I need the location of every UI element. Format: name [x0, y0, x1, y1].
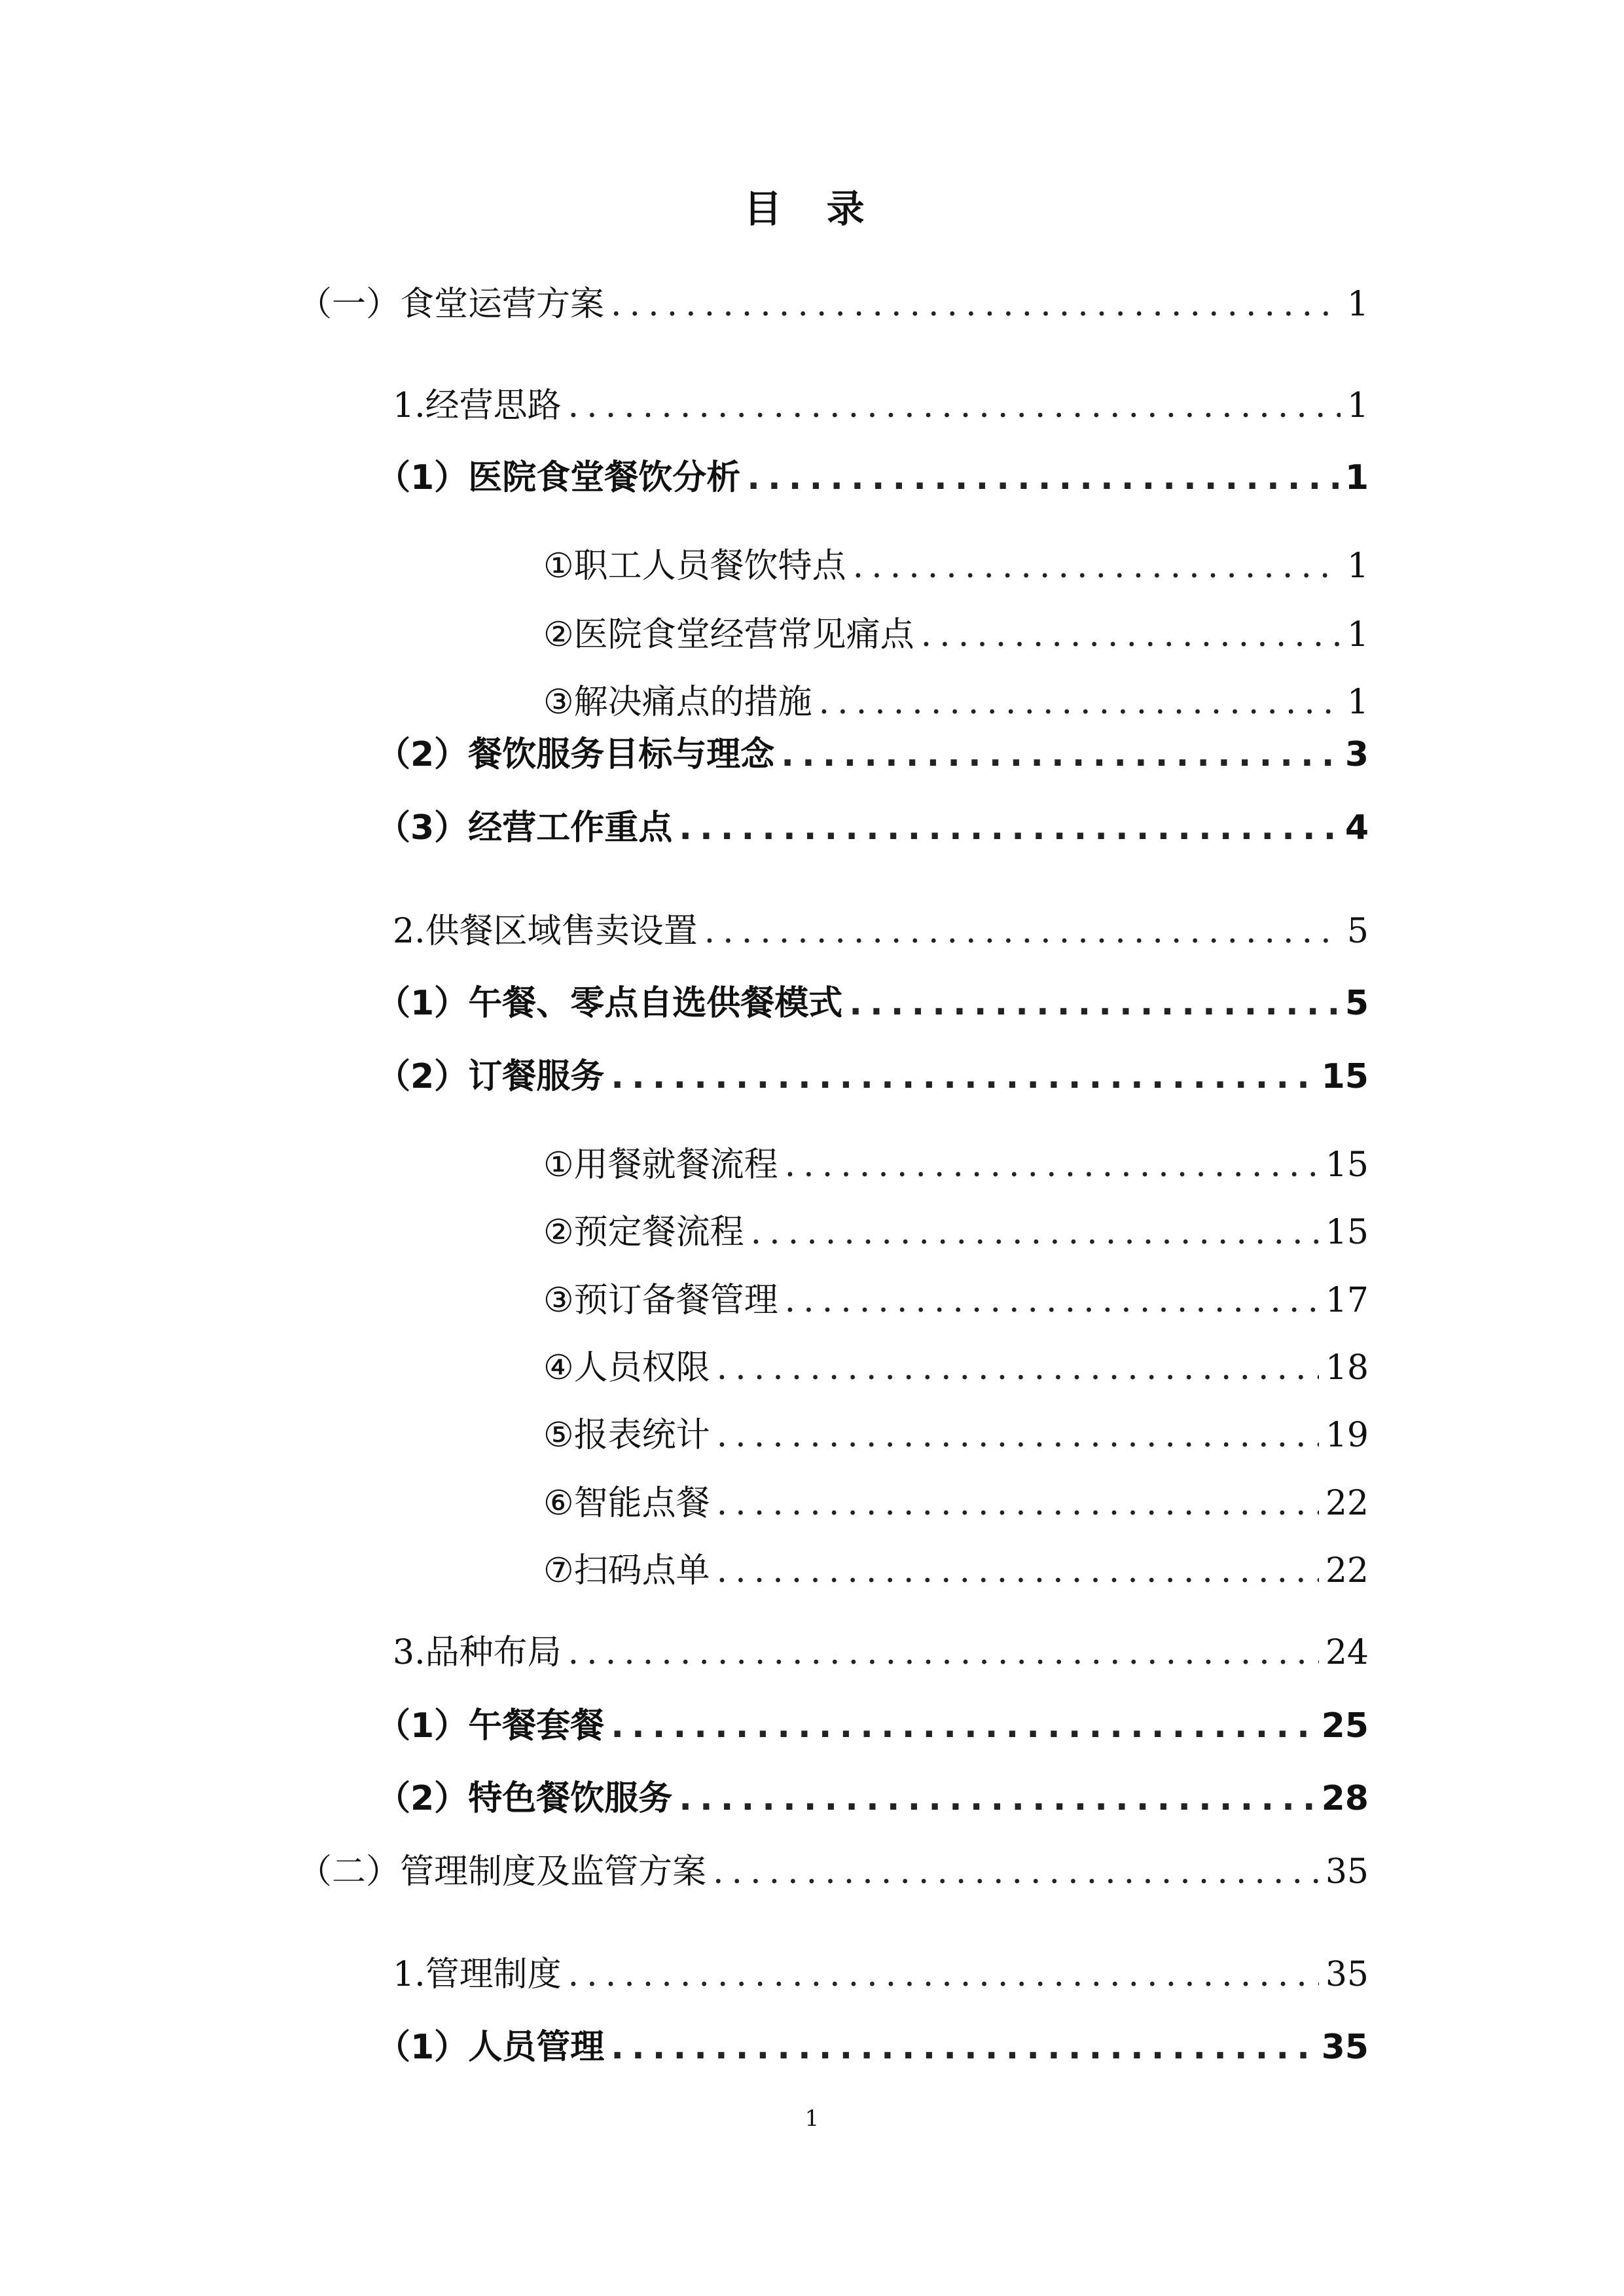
- toc-entry[interactable]: [376, 2021, 1369, 2073]
- toc-entry-label: 医院食堂经营常见痛点: [573, 615, 914, 655]
- toc-entry-number: （一）: [298, 285, 401, 324]
- toc-entry[interactable]: [376, 1772, 1369, 1825]
- toc-entry-number: （1）: [376, 458, 469, 497]
- toc-entry-label: 人员权限: [573, 1348, 710, 1388]
- toc-entry-number: ⑥: [543, 1484, 574, 1523]
- dot-leader: [679, 1772, 1314, 1825]
- dot-leader: [611, 1050, 1314, 1103]
- dot-leader: [717, 1409, 1319, 1462]
- toc-entry[interactable]: [543, 1274, 1369, 1327]
- toc-entry-label: 订餐服务: [468, 1057, 605, 1096]
- toc-entry-page: 35: [1325, 1955, 1369, 1994]
- dot-leader: [713, 1846, 1319, 1898]
- toc-entry[interactable]: [376, 452, 1369, 504]
- toc-entry[interactable]: [543, 1342, 1369, 1394]
- toc-entry-page: 1: [1346, 285, 1369, 324]
- toc-entry[interactable]: [543, 609, 1369, 661]
- toc-entry-number: ①: [543, 1145, 574, 1185]
- toc-entry-page: 15: [1325, 1213, 1369, 1252]
- toc-entry[interactable]: [393, 380, 1369, 432]
- toc-entry-page: 18: [1325, 1348, 1369, 1388]
- dot-leader: [751, 1206, 1319, 1259]
- toc-entry-number: 2.: [393, 912, 425, 951]
- toc-entry-label: 扫码点单: [573, 1551, 710, 1590]
- dot-leader: [819, 676, 1341, 728]
- toc-entry-number: （1）: [376, 984, 469, 1023]
- toc-entry-label: 报表统计: [573, 1416, 710, 1455]
- toc-entry-number: ①: [543, 547, 574, 586]
- toc-entry-number: （2）: [376, 1057, 469, 1096]
- toc-entry[interactable]: [298, 1846, 1369, 1898]
- toc-entry-page: 1: [1346, 615, 1369, 655]
- dot-leader: [853, 540, 1341, 592]
- dot-leader: [611, 2021, 1314, 2073]
- toc-entry-number: 1.: [393, 386, 425, 425]
- toc-entry-label: 午餐套餐: [468, 1706, 605, 1746]
- dot-leader: [568, 1948, 1319, 2001]
- toc-entry[interactable]: [298, 278, 1369, 331]
- toc-entry-number: （1）: [376, 2028, 469, 2067]
- toc-entry-number: ③: [543, 1281, 574, 1320]
- toc-entry-number: ②: [543, 1213, 574, 1252]
- toc-entry-number: ⑤: [543, 1416, 574, 1455]
- toc-entry-page: 1: [1346, 547, 1369, 586]
- toc-entry[interactable]: [543, 1477, 1369, 1530]
- toc-entry-label: 经营工作重点: [468, 808, 673, 848]
- toc-entry-page: 15: [1321, 1057, 1369, 1096]
- toc-entry-page: 15: [1325, 1145, 1369, 1185]
- dot-leader: [747, 452, 1339, 504]
- toc-entry[interactable]: [393, 1626, 1369, 1679]
- toc-entry-label: 经营思路: [425, 386, 562, 425]
- toc-entry-number: （2）: [376, 1779, 469, 1818]
- dot-leader: [849, 977, 1339, 1030]
- toc-entry[interactable]: [543, 1545, 1369, 1597]
- dot-leader: [568, 380, 1341, 432]
- dot-leader: [785, 1274, 1319, 1327]
- toc-entry-label: 预定餐流程: [573, 1213, 744, 1252]
- toc-entry-number: ③: [543, 683, 574, 722]
- dot-leader: [568, 1626, 1319, 1679]
- toc-entry-page: 24: [1325, 1633, 1369, 1672]
- toc-entry[interactable]: [543, 676, 1369, 728]
- toc-entry[interactable]: [393, 905, 1369, 958]
- toc-entry-label: 人员管理: [468, 2028, 605, 2067]
- dot-leader: [611, 278, 1341, 331]
- toc-entry-page: 28: [1321, 1779, 1369, 1818]
- toc-entry-label: 预订备餐管理: [573, 1281, 778, 1320]
- toc-entry-page: 5: [1344, 984, 1369, 1023]
- toc-entry[interactable]: [376, 1050, 1369, 1103]
- dot-leader: [717, 1342, 1319, 1394]
- dot-leader: [785, 1139, 1319, 1191]
- toc-entry-page: 1: [1346, 683, 1369, 722]
- toc-entry-label: 解决痛点的措施: [573, 683, 812, 722]
- dot-leader: [781, 728, 1339, 781]
- toc-entry-page: 35: [1321, 2028, 1369, 2067]
- toc-entry-label: 供餐区域售卖设置: [425, 912, 698, 951]
- toc-entry[interactable]: [376, 728, 1369, 781]
- toc-entry-page: 35: [1325, 1852, 1369, 1892]
- toc-entry-number: ④: [543, 1348, 574, 1388]
- toc-entry-page: 1: [1344, 458, 1369, 497]
- toc-entry-label: 医院食堂餐饮分析: [468, 458, 741, 497]
- toc-entry-number: （二）: [298, 1852, 401, 1892]
- toc-entry-page: 3: [1344, 735, 1369, 774]
- toc-entry-number: ⑦: [543, 1551, 574, 1590]
- toc-entry-label: 管理制度及监管方案: [400, 1852, 707, 1892]
- toc-entry-page: 4: [1344, 808, 1369, 848]
- toc-entry-label: 食堂运营方案: [400, 285, 605, 324]
- toc-entry-page: 22: [1325, 1484, 1369, 1523]
- toc-entry-number: 3.: [393, 1633, 425, 1672]
- dot-leader: [717, 1545, 1319, 1597]
- toc-entry[interactable]: [376, 1700, 1369, 1752]
- dot-leader: [611, 1700, 1314, 1752]
- toc-entry-page: 17: [1325, 1281, 1369, 1320]
- toc-entry-label: 午餐、零点自选供餐模式: [468, 984, 843, 1023]
- toc-entry-number: 1.: [393, 1955, 425, 1994]
- toc-entry-page: 22: [1325, 1551, 1369, 1590]
- toc-entry-page: 5: [1346, 912, 1369, 951]
- toc-entry-number: （1）: [376, 1706, 469, 1746]
- toc-entry[interactable]: [543, 540, 1369, 592]
- toc-entry[interactable]: [393, 1948, 1369, 2001]
- toc-entry-label: 用餐就餐流程: [573, 1145, 778, 1185]
- toc-entry-label: 品种布局: [425, 1633, 562, 1672]
- toc-entry-label: 管理制度: [425, 1955, 562, 1994]
- toc-entry-label: 智能点餐: [573, 1484, 710, 1523]
- toc-entry-page: 1: [1346, 386, 1369, 425]
- toc-entry[interactable]: [543, 1409, 1369, 1462]
- toc-entry-label: 餐饮服务目标与理念: [468, 735, 775, 774]
- dot-leader: [921, 609, 1341, 661]
- toc-entry-label: 职工人员餐饮特点: [573, 547, 846, 586]
- dot-leader: [679, 802, 1339, 854]
- toc-entry-number: （3）: [376, 808, 469, 848]
- toc-entry-number: （2）: [376, 735, 469, 774]
- page-title: 目 录: [744, 187, 880, 231]
- toc-entry[interactable]: [376, 977, 1369, 1030]
- footer-page-number: 1: [804, 2106, 820, 2132]
- toc-entry[interactable]: [376, 802, 1369, 854]
- dot-leader: [704, 905, 1341, 958]
- toc-entry[interactable]: [543, 1206, 1369, 1259]
- toc-entry-page: 19: [1325, 1416, 1369, 1455]
- toc-entry-number: ②: [543, 615, 574, 655]
- toc-entry-page: 25: [1321, 1706, 1369, 1746]
- toc-entry[interactable]: [543, 1139, 1369, 1191]
- dot-leader: [717, 1477, 1319, 1530]
- toc-entry-label: 特色餐饮服务: [468, 1779, 673, 1818]
